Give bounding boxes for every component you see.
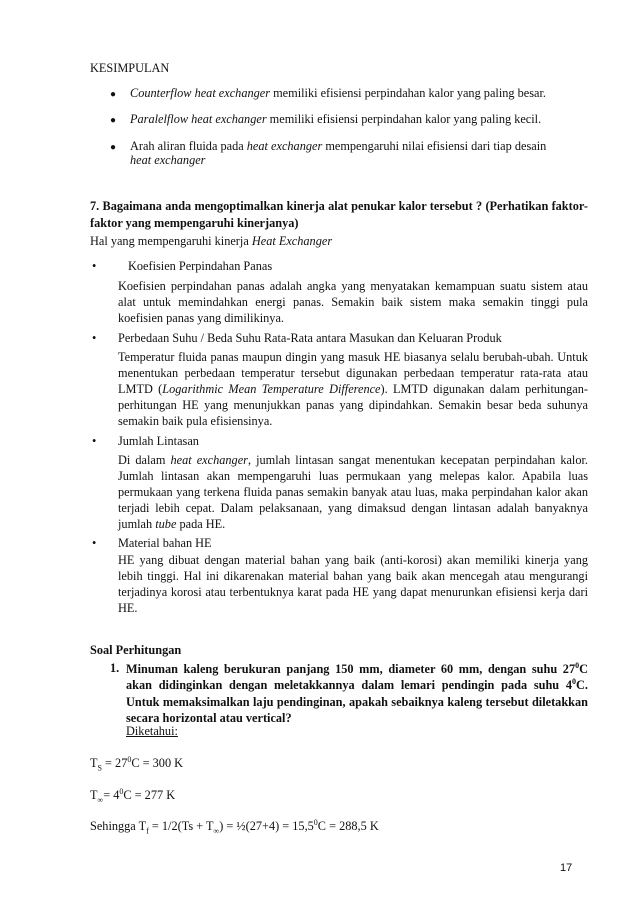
known-label: Diketahui: xyxy=(126,724,178,738)
question-7: 7. Bagaimana anda mengoptimalkan kinerja alat penukar kalor tersebut ? (Perhatikan faktor-faktor yang mempengaruhi kinerjanya) xyxy=(90,199,588,230)
factor-title-2: Perbedaan Suhu / Beda Suhu Rata-Rata antara Masukan dan Keluaran Produk xyxy=(118,331,502,345)
kesimpulan-item-3: Arah aliran fluida pada heat exchanger mempengaruhi nilai efisiensi dari tiap desain xyxy=(130,139,547,153)
factor-title-3: Jumlah Lintasan xyxy=(118,434,199,448)
kesimpulan-heading: KESIMPULAN xyxy=(90,61,170,75)
bullet-icon: • xyxy=(92,259,97,273)
bullet-icon: • xyxy=(92,536,97,550)
tinf-equation: $T_\infty= 4^0C = 277$ K xyxy=(90,787,176,805)
kesimpulan-item-1: Counterflow heat exchanger memiliki efisiensi perpindahan kalor yang paling besar. xyxy=(130,86,546,100)
calc-question-1: Minuman kaleng berukuran panjang 150 mm, diameter 60 mm, dengan suhu $27^0C$ akan didinginkan dengan meletakkannya dalam lemari pendingin pada suhu $4^0C$. Untuk memaksimalkan laju pendinginan, apakah sebaiknya kaleng tersebut diletakkan secara horizontal atau vertical? xyxy=(126,661,588,725)
bullet-icon: ● xyxy=(110,89,117,100)
factor-body-4: HE yang dibuat dengan material bahan yang baik (anti-korosi) akan memiliki kinerja yang lebih tinggi. Hal ini dikarenakan material bahan yang baik akan mencegah atau mengurangi terjadinya korosi atau terbentuknya karat pada HE yang dapat menurunkan efisiensi kerja dari HE. xyxy=(118,553,588,615)
calc-number: 1. xyxy=(110,661,120,675)
calc-heading: Soal Perhitungan xyxy=(90,643,182,657)
kesimpulan-item-2: Paralelflow heat exchanger memiliki efisiensi perpindahan kalor yang paling kecil. xyxy=(130,112,542,126)
bullet-icon: ● xyxy=(110,142,117,153)
factor-body-3: Di dalam heat exchanger, jumlah lintasan sangat menentukan kecepatan perpindahan kalor. Jumlah lintasan akan mempengaruhi luas permukaan yang melepas kalor. Apabila luas permukaan yang terkena fluida panas semakin banyak atau luas, maka perpindahan kalor akan terjadi lebih cepat. Dalam pelaksanaan, yang dimaksud dengan lintasan adalah banyaknya jumlah tube pada HE. xyxy=(118,453,588,531)
factor-body-2: Temperatur fluida panas maupun dingin yang masuk HE biasanya selalu berubah-ubah. Untuk menentukan perbedaan temperatur tersebut digunakan perbedaan temperatur rata-rata atau LMTD (Logarithmic Mean Temperature Difference). LMTD digunakan dalam perhitungan-perhitungan HE yang menunjukkan panas yang dipindahkan. Semakin besar beda suhunya semakin baik pula efisiensinya. xyxy=(118,350,589,428)
factor-title-4: Material bahan HE xyxy=(118,536,212,550)
page-number: 17 xyxy=(560,862,573,874)
tf-equation: Sehingga $T_f = 1/2(Ts + T_\infty)$ = ½(27+4) = $15,5^0C = 288,5$ K xyxy=(90,818,379,836)
bullet-icon: • xyxy=(92,434,97,448)
factor-title-1: Koefisien Perpindahan Panas xyxy=(128,259,273,273)
bullet-icon: • xyxy=(92,331,97,345)
factor-body-1: Koefisien perpindahan panas adalah angka yang menyatakan kemampuan suatu sistem atau alat untuk memindahkan energi panas. Semakin baik sistem maka semakin tinggi pula koefisien panas yang dimilikinya. xyxy=(118,279,588,325)
bullet-icon: ● xyxy=(110,115,117,126)
ts-equation: $T_S = 27^0C = 300$ K xyxy=(90,755,184,773)
kesimpulan-item-3-line2: heat exchanger xyxy=(130,153,206,167)
factors-intro: Hal yang mempengaruhi kinerja Heat Exchanger xyxy=(90,234,333,248)
